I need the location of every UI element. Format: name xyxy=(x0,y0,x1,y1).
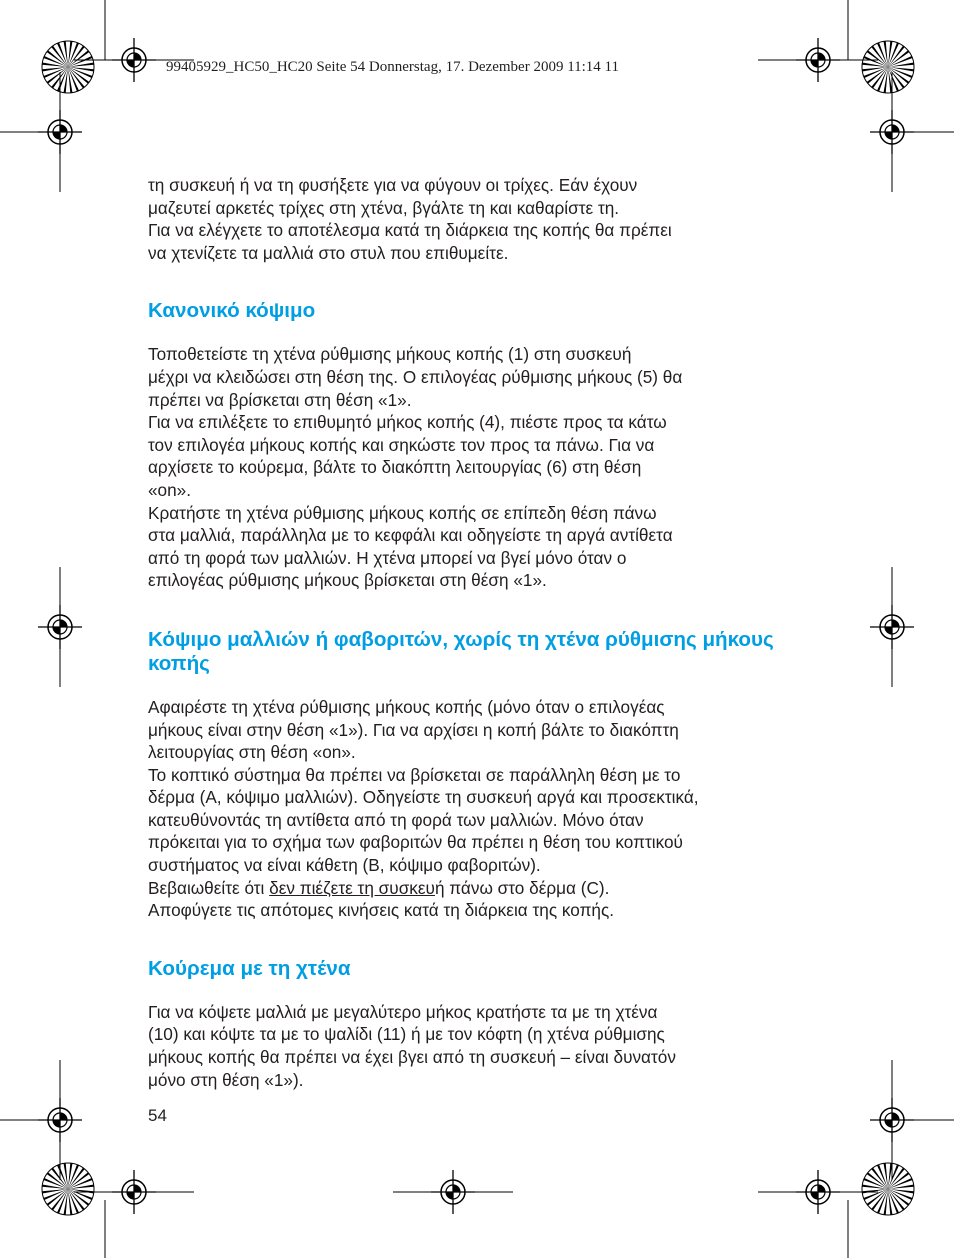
section-paragraph xyxy=(148,696,818,922)
sunburst-bottom-left xyxy=(42,1163,94,1215)
print-header: 99405929_HC50_HC20 Seite 54 Donnerstag, 17. Dezember 2009 11:14 11 xyxy=(166,59,619,75)
page-number: 54 xyxy=(148,1106,167,1125)
sunburst-bottom-right xyxy=(862,1163,914,1215)
section-paragraph: Για να κόψετε μαλλιά με μεγαλύτερο μήκος κρατήστε τα με τη χτένα (10) και κόψτε τα με το ψαλίδι (11) ή με τον κόφτη (η χτένα ρύθμισης μήκους κοπής θα πρέπει να έχει βγει από τη συσκευή – είναι δυνατόν μόνο στη θέση «1»). xyxy=(148,1001,676,1090)
section-heading: Κανονικό κόψιμο xyxy=(148,299,316,323)
sunburst-top-left xyxy=(42,41,94,93)
paragraph-text: Αφαιρέστε τη χτένα ρύθμισης μήκους κοπής (μόνο όταν ο επιλογέας μήκους είναι στην θέση «1»). Για να αρχίσει η κοπή βάλτε το διακόπτη λειτουργίας στη θέση «on». Το κοπτικό σύστημα θα πρέπει να βρίσκεται σε παράλληλη θέση με το δέρμα (A, κόψιμο μαλλιών). Οδηγείστε τη συσκευή αργά και προσεκτικά, κατευθύνοντάς τη αντίθετα από τη φορά των μαλλιών. Μόνο όταν πρόκειται για το σχήμα των φαβοριτών θα πρέπει η θέση του κοπτικού συστήματος να είναι κάθετη (B, κόψιμο φαβοριτών). Βεβαιωθείτε ότι xyxy=(148,696,699,898)
section-heading: Κούρεμα με τη χτένα xyxy=(148,956,351,980)
section-paragraph: Τοποθετείστε τη χτένα ρύθμισης μήκους κοπής (1) στη συσκευή μέχρι να κλειδώσει στη θέση της. Ο επιλογέας ρύθμισης μήκους (5) θα πρέπει να βρίσκεται στη θέση «1». Για να επιλέξετε το επιθυμητό μήκος κοπής (4), πιέστε προς τα κάτω τον επιλογέα μήκους κοπής και σηκώστε τον προς τα πάνω. Για να αρχίσετε το κούρεμα, βάλτε το διακόπτη λειτουργίας (6) στη θέση «on». Κρατήστε τη χτένα ρύθμισης μήκους κοπής σε επίπεδη θέση πάνω στα μαλλιά, παράλληλα με το κεφφάλι και οδηγείστε τη αργά αντίθετα από τη φορά των μαλλιών. Η χτένα μπορεί να βγεί μόνο όταν ο επιλογέας ρύθμισης μήκους βρίσκεται στη θέση «1». xyxy=(148,344,683,591)
underlined-text: δεν πιέζετε τη συσκευ xyxy=(269,877,435,898)
page-content xyxy=(148,174,818,1091)
sunburst-top-right xyxy=(862,41,914,93)
paragraph-text: ή πάνω στο δέρμα (C). Αποφύγετε τις απότομες κινήσεις κατά τη διάρκεια της κοπής. xyxy=(148,877,615,921)
section-heading: Κόψιμο μαλλιών ή φαβοριτών, χωρίς τη χτένα ρύθμισης μήκους κοπής xyxy=(148,627,774,675)
intro-paragraph: τη συσκευή ή να τη φυσήξετε για να φύγουν οι τρίχες. Εάν έχουν μαζευτεί αρκετές τρίχες στη χτένα, βγάλτε τη και καθαρίστε τη. Για να ελέγχετε το αποτέλεσμα κατά τη διάρκεια της κοπής θα πρέπει να χτενίζετε τα μαλλιά στο στυλ που επιθυμείτε. xyxy=(148,175,672,263)
